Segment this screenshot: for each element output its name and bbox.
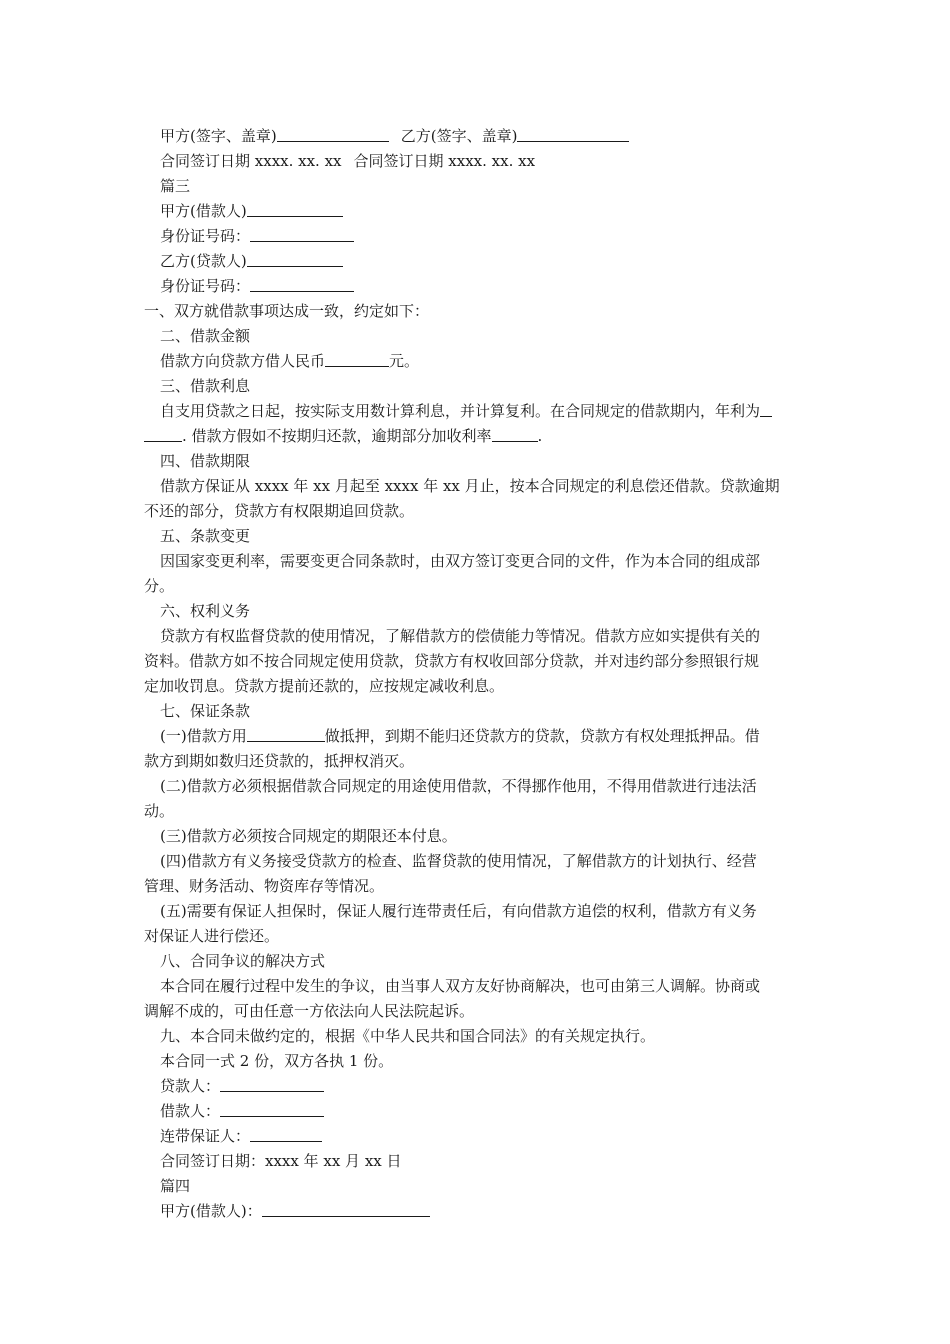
section-4-party-a-label: 甲方(借款人)： bbox=[160, 1202, 262, 1220]
clause-5-heading: 五、条款变更 bbox=[160, 527, 251, 545]
collateral-text: (一)借款方用 bbox=[160, 727, 247, 745]
rate-blank bbox=[144, 426, 182, 442]
document-body bbox=[144, 124, 808, 1224]
clause-8-line-1: 本合同在履行过程中发生的争议，由当事人双方友好协商解决，也可由第三人调解。协商或 bbox=[160, 977, 761, 995]
clause-3-line-2 bbox=[144, 424, 808, 449]
amount-text: 借款方向贷款方借人民币 bbox=[160, 352, 326, 370]
clause-3-heading: 三、借款利息 bbox=[160, 377, 251, 395]
id-a-label: 身份证号码： bbox=[160, 227, 251, 245]
clause-7-4-line-1: (四)借款方有义务接受贷款方的检查、监督贷款的使用情况，了解借款方的计划执行、经营 bbox=[160, 852, 757, 870]
amount-unit: 元。 bbox=[389, 352, 420, 370]
borrower-line bbox=[144, 1099, 808, 1124]
sign-date-b: 合同签订日期 xxxx. xx. xx bbox=[353, 152, 536, 170]
section-4-title: 篇四 bbox=[160, 1177, 191, 1195]
clause-2-heading: 二、借款金额 bbox=[160, 327, 251, 345]
party-a-sign-blank bbox=[277, 126, 389, 142]
amount-blank bbox=[325, 351, 389, 367]
lender-line bbox=[144, 1074, 808, 1099]
interest-blank bbox=[760, 401, 772, 417]
id-a-line bbox=[144, 224, 808, 249]
clause-8-line-2: 调解不成的，可由任意一方依法向人民法院起诉。 bbox=[144, 1002, 475, 1020]
party-a-label: 甲方(借款人) bbox=[160, 202, 247, 220]
clause-7-5-line-2: 对保证人进行偿还。 bbox=[144, 927, 280, 945]
clause-7-1-line-1 bbox=[144, 724, 808, 749]
id-b-blank bbox=[250, 276, 354, 292]
copies-line: 本合同一式 2 份，双方各执 1 份。 bbox=[160, 1052, 394, 1070]
borrower-label: 借款人： bbox=[160, 1102, 221, 1120]
overdue-rate-blank bbox=[492, 426, 538, 442]
id-a-blank bbox=[250, 226, 354, 242]
clause-3-line-1 bbox=[144, 399, 808, 424]
id-b-label: 身份证号码： bbox=[160, 277, 251, 295]
overdue-text: . 借款方假如不按期归还款，逾期部分加收利率 bbox=[182, 427, 492, 445]
guarantor-line bbox=[144, 1124, 808, 1149]
guarantor-label: 连带保证人： bbox=[160, 1127, 251, 1145]
clause-7-4-line-2: 管理、财务活动、物资库存等情况。 bbox=[144, 877, 385, 895]
party-a-blank bbox=[247, 201, 343, 217]
clause-6-line-1: 贷款方有权监督贷款的使用情况，了解借款方的偿债能力等情况。借款方应如实提供有关的 bbox=[160, 627, 761, 645]
party-b-line bbox=[144, 249, 808, 274]
party-b-sign-blank bbox=[517, 126, 629, 142]
lender-blank bbox=[220, 1076, 324, 1092]
clause-6-heading: 六、权利义务 bbox=[160, 602, 251, 620]
lender-label: 贷款人： bbox=[160, 1077, 221, 1095]
interest-text: 自支用贷款之日起，按实际支用数计算利息，并计算复利。在合同规定的借款期内，年利为 bbox=[160, 402, 761, 420]
clause-7-5-line-1: (五)需要有保证人担保时，保证人履行连带责任后，有向借款方追偿的权利，借款方有义务 bbox=[160, 902, 757, 920]
clause-8-heading: 八、合同争议的解决方式 bbox=[160, 952, 326, 970]
party-a-line bbox=[144, 199, 808, 224]
clause-7-3: (三)借款方必须按合同规定的期限还本付息。 bbox=[160, 827, 457, 845]
clause-1: 一、双方就借款事项达成一致，约定如下： bbox=[144, 302, 430, 320]
collateral-text-rest: 做抵押，到期不能归还贷款方的贷款，贷款方有权处理抵押品。借 bbox=[324, 727, 760, 745]
clause-5-line-1: 因国家变更利率，需要变更合同条款时，由双方签订变更合同的文件，作为本合同的组成部 bbox=[160, 552, 761, 570]
signature-line bbox=[144, 124, 808, 149]
party-b-label: 乙方(贷款人) bbox=[160, 252, 247, 270]
sign-date-final: 合同签订日期：xxxx 年 xx 月 xx 日 bbox=[160, 1152, 402, 1170]
clause-2-body bbox=[144, 349, 808, 374]
clause-5-line-2: 分。 bbox=[144, 577, 175, 595]
clause-7-heading: 七、保证条款 bbox=[160, 702, 251, 720]
section-4-party-a-blank bbox=[262, 1201, 430, 1217]
clause-6-line-2: 资料。借款方如不按合同规定使用贷款，贷款方有权收回部分贷款，并对违约部分参照银行规 bbox=[144, 652, 760, 670]
clause-7-2-line-1: (二)借款方必须根据借款合同规定的用途使用借款，不得挪作他用，不得用借款进行违法活 bbox=[160, 777, 757, 795]
party-a-sign-label: 甲方(签字、盖章) bbox=[160, 127, 277, 145]
clause-6-line-3: 定加收罚息。贷款方提前还款的，应按规定减收利息。 bbox=[144, 677, 505, 695]
clause-4-heading: 四、借款期限 bbox=[160, 452, 251, 470]
guarantor-blank bbox=[250, 1126, 322, 1142]
collateral-blank bbox=[247, 726, 325, 742]
clause-7-1-line-2: 款方到期如数归还贷款的，抵押权消灭。 bbox=[144, 752, 415, 770]
overdue-period: . bbox=[537, 427, 543, 445]
sign-date-a: 合同签订日期 xxxx. xx. xx bbox=[160, 152, 342, 170]
sign-date-line bbox=[144, 149, 808, 174]
section-title: 篇三 bbox=[160, 177, 191, 195]
party-b-sign-label: 乙方(签字、盖章) bbox=[400, 127, 518, 145]
party-b-blank bbox=[247, 251, 343, 267]
borrower-blank bbox=[220, 1101, 324, 1117]
id-b-line bbox=[144, 274, 808, 299]
clause-9: 九、本合同未做约定的，根据《中华人民共和国合同法》的有关规定执行。 bbox=[160, 1027, 656, 1045]
clause-4-line-1: 借款方保证从 xxxx 年 xx 月起至 xxxx 年 xx 月止，按本合同规定的利息偿还借款。贷款逾期 bbox=[160, 477, 780, 495]
clause-4-line-2: 不还的部分，贷款方有权限期追回贷款。 bbox=[144, 502, 415, 520]
section-4-party-a-line bbox=[144, 1199, 808, 1224]
clause-7-2-line-2: 动。 bbox=[144, 802, 175, 820]
